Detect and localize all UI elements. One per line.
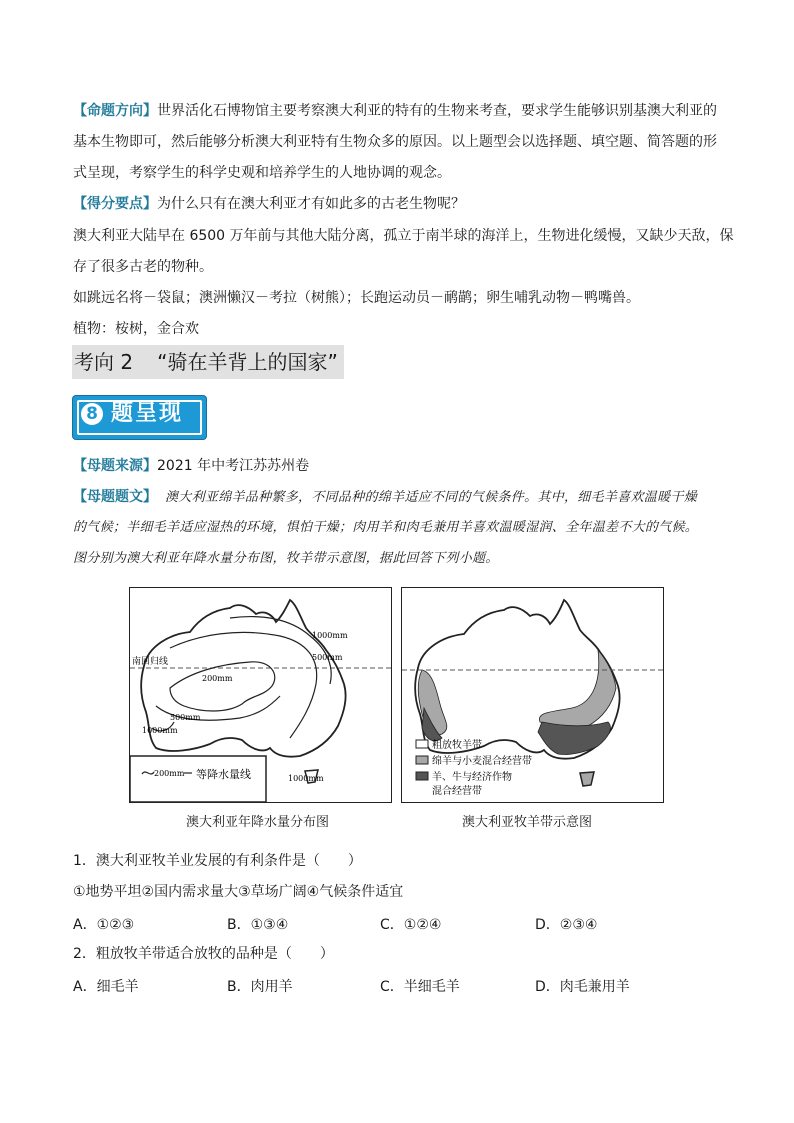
question-line-1 (73, 487, 697, 508)
tasmania-2 (580, 772, 594, 786)
para1-line-1: 澳大利亚大陆早在 6500 万年前与其他大陆分离，孤立于南半球的海洋上，生物进化缓慢，又缺少天敌，保 (73, 228, 734, 244)
points-paragraph (73, 194, 465, 214)
iso-label-500-top: 500mm (312, 653, 343, 662)
legend-cattle-crops-2: 混合经营带 (432, 786, 482, 797)
q1-option-a[interactable]: A．①②③ (73, 917, 135, 933)
map1-caption: 澳大利亚年降水量分布图 (186, 815, 330, 830)
q2-stem: 2．粗放牧羊带适合放牧的品种是（ ） (73, 946, 334, 962)
heading-title: “骑在羊背上的国家” (157, 350, 338, 374)
iso-label-1000-left: 1000mm (142, 726, 178, 735)
source-tag: 【母题来源】 (73, 458, 157, 474)
q2-option-a[interactable]: A．细毛羊 (73, 979, 139, 995)
iso-label-1000-top: 1000mm (312, 631, 348, 640)
map2-caption: 澳大利亚牧羊带示意图 (462, 815, 593, 830)
q1-option-c[interactable]: C．①②④ (380, 917, 442, 933)
question-text-3: 图分别为澳大利亚年降水量分布图，牧羊带示意图，据此回答下列小题。 (73, 551, 499, 566)
q1-items: ①地势平坦②国内需求量大③草场广阔④气候条件适宜 (73, 884, 404, 900)
animals-line: 如跳远名将－袋鼠；澳洲懒汉－考拉（树熊）；长跑运动员－鸸鹋；卵生哺乳动物－鸭嘴兽。 (73, 290, 640, 306)
precipitation-map (129, 587, 392, 803)
legend-swatch-light (416, 740, 428, 748)
points-tag: 【得分要点】 (73, 196, 157, 212)
direction-line-2: 基本生物即可，然后能够分析澳大利亚特有生物众多的原因。以上题型会以选择题、填空题、简答题的形 (73, 134, 717, 150)
pastoral-map (401, 587, 664, 803)
para1-line-2: 存了很多古老的物种。 (73, 259, 213, 275)
direction-paragraph (73, 101, 717, 121)
heading-label: 考向 2 (74, 350, 134, 374)
badge-icon: 8 (81, 403, 103, 425)
question-badge (73, 396, 206, 439)
tropic-label: 南回归线 (132, 657, 169, 667)
question-text-1: 澳大利亚绵羊品种繁多，不同品种的绵羊适应不同的气候条件。其中，细毛羊喜欢温暖干燥 (165, 490, 698, 505)
source-text: 2021 年中考江苏苏州卷 (157, 458, 310, 474)
question-tag: 【母题题文】 (73, 489, 157, 505)
direction-tag: 【命题方向】 (73, 103, 157, 119)
points-text: 为什么只有在澳大利亚才有如此多的古老生物呢？ (157, 196, 465, 212)
direction-line-1: 世界活化石博物馆主要考察澳大利亚的特有的生物来考查，要求学生能够识别基澳大利亚的 (157, 103, 717, 119)
isohyet-500-top (170, 632, 317, 738)
q1-stem: 1．澳大利亚牧羊业发展的有利条件是（ ） (73, 853, 362, 869)
legend-extensive: 粗放牧羊带 (432, 740, 482, 751)
legend-swatch-dark (416, 772, 428, 780)
pastoral-map-svg (402, 588, 663, 802)
q2-option-c[interactable]: C．半细毛羊 (380, 979, 460, 995)
legend-swatch-mid (416, 756, 428, 764)
iso-label-1000-tas: 1000mm (288, 774, 324, 783)
legend-label: 等降水量线 (196, 768, 251, 781)
question-text-2: 的气候；半细毛羊适应湿热的环境，惧怕干燥；肉用羊和肉毛兼用羊喜欢温暖湿润、全年温差不大的气候。 (73, 520, 699, 535)
isohyet-1000-top (230, 617, 331, 684)
q2-option-d[interactable]: D．肉毛兼用羊 (535, 979, 630, 995)
q1-option-d[interactable]: D．②③④ (535, 917, 598, 933)
legend-cattle-crops: 羊、牛与经济作物 (432, 772, 512, 783)
direction-line-3: 式呈现，考察学生的科学史观和培养学生的人地协调的观念。 (73, 165, 451, 181)
legend-value: 200mm (154, 769, 185, 778)
source-line (73, 456, 309, 476)
iso-label-500: 500mm (170, 713, 201, 722)
iso-label-200: 200mm (202, 674, 233, 683)
q1-option-b[interactable]: B．①③④ (227, 917, 289, 933)
plants-line: 植物：桉树，金合欢 (73, 321, 199, 337)
q2-option-b[interactable]: B．肉用羊 (227, 979, 293, 995)
legend-wheat-sheep: 绵羊与小麦混合经营带 (432, 756, 532, 767)
isohyet-200 (170, 662, 275, 711)
precipitation-map-svg (130, 588, 391, 802)
badge-text: 题呈现 (111, 401, 184, 426)
section-heading (72, 345, 344, 379)
